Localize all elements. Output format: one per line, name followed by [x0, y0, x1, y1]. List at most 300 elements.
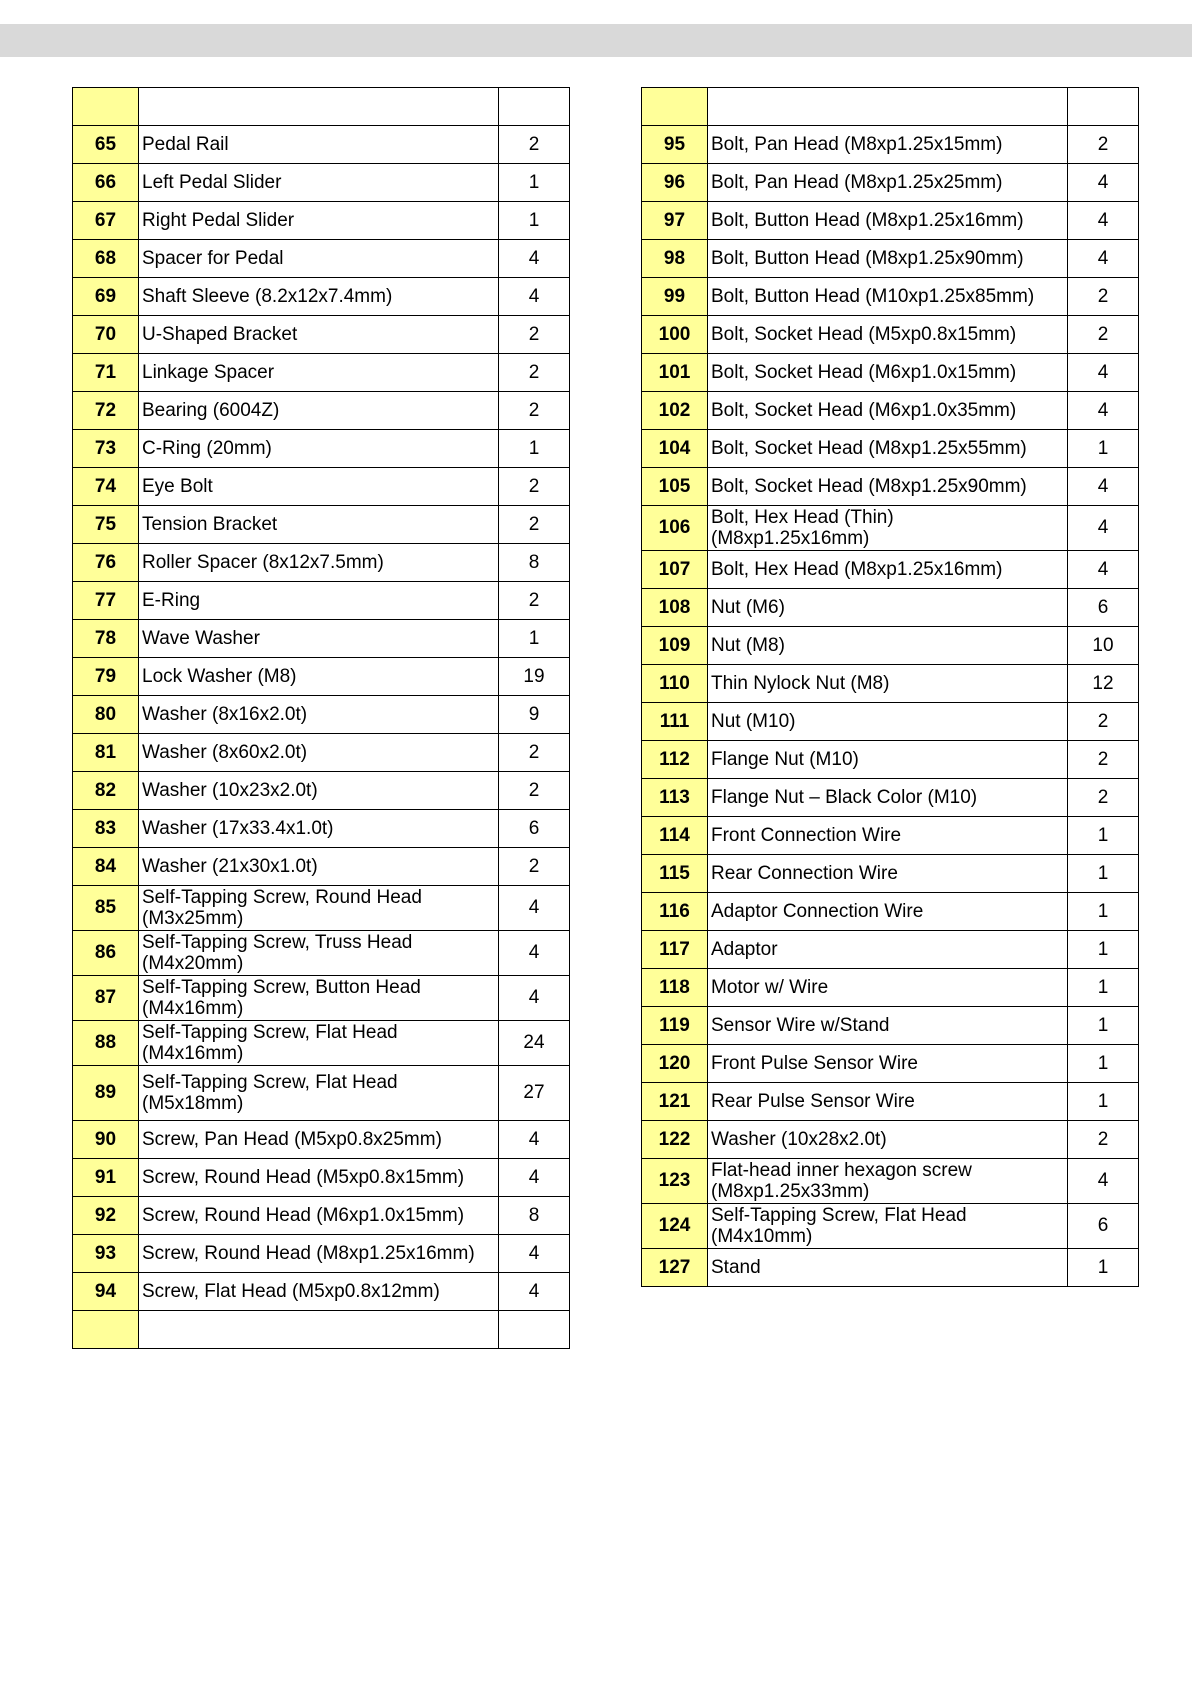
part-quantity: 1: [1068, 969, 1139, 1007]
part-description: [139, 468, 499, 506]
part-description: [708, 316, 1068, 354]
table-row: [73, 1159, 570, 1197]
parts-table-right: [641, 87, 1139, 1287]
part-description-line1: Front Connection Wire: [711, 825, 902, 846]
part-description: [139, 1066, 499, 1121]
table-row: [642, 665, 1139, 703]
part-description-line1: U-Shaped Bracket: [142, 324, 298, 345]
part-quantity: 4: [499, 1235, 570, 1273]
part-description: [708, 126, 1068, 164]
part-description: [708, 392, 1068, 430]
part-description-line1: Left Pedal Slider: [142, 172, 282, 193]
part-description: [708, 779, 1068, 817]
part-description: [708, 164, 1068, 202]
part-description: [708, 893, 1068, 931]
part-description: [708, 1159, 1068, 1204]
part-description-line1: Bolt, Button Head (M8xp1.25x90mm): [711, 248, 1024, 269]
part-description-line1: Bolt, Socket Head (M8xp1.25x90mm): [711, 476, 1027, 497]
part-description: [139, 810, 499, 848]
part-number: 113: [642, 779, 708, 817]
part-quantity: 4: [1068, 506, 1139, 551]
part-number: 106: [642, 506, 708, 551]
table-row: [73, 696, 570, 734]
part-number: 116: [642, 893, 708, 931]
part-quantity: 2: [499, 126, 570, 164]
part-description-line1: Right Pedal Slider: [142, 210, 295, 231]
part-description: [139, 734, 499, 772]
table-row: [73, 734, 570, 772]
part-description: [139, 1159, 499, 1197]
part-number: 90: [73, 1121, 139, 1159]
table-row: [73, 278, 570, 316]
part-number: 117: [642, 931, 708, 969]
part-description-line1: Adaptor Connection Wire: [711, 901, 924, 922]
table-row: [642, 1121, 1139, 1159]
part-number: 95: [642, 126, 708, 164]
part-number: 71: [73, 354, 139, 392]
table-row: [73, 1021, 570, 1066]
part-description: [708, 703, 1068, 741]
part-description-line1: Adaptor: [711, 939, 778, 960]
table-row: [642, 506, 1139, 551]
table-row: [642, 893, 1139, 931]
part-quantity: 24: [499, 1021, 570, 1066]
part-number: 86: [73, 931, 139, 976]
part-number: 78: [73, 620, 139, 658]
table-row: [73, 1273, 570, 1311]
part-number: 99: [642, 278, 708, 316]
part-description: [139, 354, 499, 392]
part-number: 115: [642, 855, 708, 893]
table-row: [642, 354, 1139, 392]
part-quantity: 6: [1068, 589, 1139, 627]
part-number: 73: [73, 430, 139, 468]
part-quantity: 2: [499, 468, 570, 506]
part-description-line1: Screw, Round Head (M6xp1.0x15mm): [142, 1205, 465, 1226]
part-description: [708, 627, 1068, 665]
table-row: [73, 544, 570, 582]
table-row: [73, 848, 570, 886]
part-description-line1: Self-Tapping Screw, Round Head: [142, 887, 422, 908]
part-number: 77: [73, 582, 139, 620]
part-quantity: 1: [1068, 893, 1139, 931]
part-description-line1: Nut (M10): [711, 711, 796, 732]
part-number: 87: [73, 976, 139, 1021]
part-description-line1: Bolt, Pan Head (M8xp1.25x25mm): [711, 172, 1003, 193]
part-quantity: 1: [1068, 430, 1139, 468]
table-row: [642, 240, 1139, 278]
part-quantity: 4: [1068, 468, 1139, 506]
table-row: [73, 430, 570, 468]
part-number: 118: [642, 969, 708, 1007]
part-description-line1: Rear Pulse Sensor Wire: [711, 1091, 915, 1112]
part-quantity: [499, 1311, 570, 1349]
table-row: [642, 316, 1139, 354]
part-number: 91: [73, 1159, 139, 1197]
part-description-line1: Front Pulse Sensor Wire: [711, 1053, 918, 1074]
part-description-line1: Washer (10x28x2.0t): [711, 1129, 887, 1150]
parts-table-left: [72, 87, 570, 1349]
part-description-line2: (M4x20mm): [142, 953, 244, 974]
part-number: 123: [642, 1159, 708, 1204]
parts-table-left-body: [73, 88, 570, 1349]
part-description-line1: Washer (8x16x2.0t): [142, 704, 308, 725]
table-row: [642, 589, 1139, 627]
part-description-line1: Bolt, Pan Head (M8xp1.25x15mm): [711, 134, 1003, 155]
table-row: [73, 772, 570, 810]
part-description: [139, 240, 499, 278]
part-description: [139, 582, 499, 620]
part-number: 74: [73, 468, 139, 506]
part-quantity: 8: [499, 544, 570, 582]
part-number: 112: [642, 741, 708, 779]
table-row: [642, 202, 1139, 240]
table-row: [642, 627, 1139, 665]
part-number: 84: [73, 848, 139, 886]
part-description: [708, 1045, 1068, 1083]
part-description: [708, 817, 1068, 855]
table-row: [642, 1204, 1139, 1249]
part-quantity: 4: [499, 1273, 570, 1311]
part-quantity: 12: [1068, 665, 1139, 703]
part-description: [139, 126, 499, 164]
part-quantity: 2: [499, 506, 570, 544]
part-description-line1: Screw, Round Head (M5xp0.8x15mm): [142, 1167, 465, 1188]
part-quantity: 1: [499, 202, 570, 240]
part-description: [708, 589, 1068, 627]
part-quantity: 2: [499, 392, 570, 430]
part-description-line1: Roller Spacer (8x12x7.5mm): [142, 552, 384, 573]
part-description: [708, 1204, 1068, 1249]
table-row: [642, 468, 1139, 506]
part-description: [708, 741, 1068, 779]
part-description-line1: Self-Tapping Screw, Flat Head: [142, 1022, 398, 1043]
table-row: [73, 468, 570, 506]
part-description-line1: Spacer for Pedal: [142, 248, 284, 269]
table-row: [642, 551, 1139, 589]
part-quantity: 4: [499, 976, 570, 1021]
part-description-line1: Thin Nylock Nut (M8): [711, 673, 890, 694]
part-number: 69: [73, 278, 139, 316]
part-description: [139, 976, 499, 1021]
part-number: 101: [642, 354, 708, 392]
part-quantity: 4: [1068, 240, 1139, 278]
part-quantity: 4: [1068, 392, 1139, 430]
part-description: [708, 278, 1068, 316]
part-number: 102: [642, 392, 708, 430]
table-row: [642, 88, 1139, 126]
part-number: 100: [642, 316, 708, 354]
part-description-line1: Washer (21x30x1.0t): [142, 856, 318, 877]
table-row: [73, 202, 570, 240]
part-quantity: 2: [1068, 278, 1139, 316]
part-quantity: 8: [499, 1197, 570, 1235]
part-description: [139, 620, 499, 658]
table-row: [73, 164, 570, 202]
part-description-line1: Self-Tapping Screw, Flat Head: [711, 1205, 967, 1226]
part-description-line1: Linkage Spacer: [142, 362, 275, 383]
part-number: 98: [642, 240, 708, 278]
part-number: 82: [73, 772, 139, 810]
part-number: [642, 88, 708, 126]
table-row: [642, 278, 1139, 316]
part-number: 104: [642, 430, 708, 468]
table-row: [642, 1083, 1139, 1121]
part-description-line1: Bearing (6004Z): [142, 400, 280, 421]
part-quantity: 19: [499, 658, 570, 696]
part-number: 114: [642, 817, 708, 855]
part-number: 67: [73, 202, 139, 240]
part-description-line1: Tension Bracket: [142, 514, 278, 535]
part-number: 97: [642, 202, 708, 240]
table-row: [642, 1007, 1139, 1045]
part-quantity: 2: [1068, 126, 1139, 164]
part-description: [139, 544, 499, 582]
part-description-line1: E-Ring: [142, 590, 201, 611]
table-row: [73, 658, 570, 696]
part-description: [708, 506, 1068, 551]
table-row: [642, 969, 1139, 1007]
table-row: [73, 126, 570, 164]
part-quantity: [499, 88, 570, 126]
part-description: [139, 392, 499, 430]
part-quantity: 2: [1068, 779, 1139, 817]
part-quantity: 1: [1068, 1007, 1139, 1045]
part-quantity: 1: [1068, 1045, 1139, 1083]
part-description-line2: (M4x16mm): [142, 1043, 244, 1064]
table-row: [73, 88, 570, 126]
part-number: 121: [642, 1083, 708, 1121]
table-row: [642, 779, 1139, 817]
part-description-line2: (M5x18mm): [142, 1093, 244, 1114]
part-description-line1: Flat-head inner hexagon screw: [711, 1160, 972, 1181]
part-quantity: [1068, 88, 1139, 126]
part-quantity: 1: [1068, 931, 1139, 969]
part-quantity: 1: [1068, 1249, 1139, 1287]
part-number: 96: [642, 164, 708, 202]
part-description: [708, 430, 1068, 468]
part-description-line1: C-Ring (20mm): [142, 438, 272, 459]
table-row: [73, 392, 570, 430]
part-quantity: 2: [499, 316, 570, 354]
part-description-line1: Sensor Wire w/Stand: [711, 1015, 890, 1036]
table-row: [642, 392, 1139, 430]
part-description-line1: Screw, Flat Head (M5xp0.8x12mm): [142, 1281, 440, 1302]
part-description-line1: Screw, Round Head (M8xp1.25x16mm): [142, 1243, 475, 1264]
part-description: [139, 506, 499, 544]
part-description: [139, 1121, 499, 1159]
part-number: 75: [73, 506, 139, 544]
part-description-line1: Bolt, Socket Head (M6xp1.0x15mm): [711, 362, 1017, 383]
part-quantity: 2: [1068, 741, 1139, 779]
part-description-line1: Self-Tapping Screw, Truss Head: [142, 932, 413, 953]
part-description-line2: (M3x25mm): [142, 908, 244, 929]
part-description: [139, 88, 499, 126]
table-row: [73, 886, 570, 931]
part-number: 111: [642, 703, 708, 741]
table-row: [73, 354, 570, 392]
part-description-line1: Bolt, Socket Head (M5xp0.8x15mm): [711, 324, 1017, 345]
table-row: [642, 741, 1139, 779]
part-description: [708, 1007, 1068, 1045]
table-row: [73, 316, 570, 354]
part-description: [139, 1235, 499, 1273]
table-row: [642, 931, 1139, 969]
part-quantity: 4: [1068, 164, 1139, 202]
part-description: [708, 665, 1068, 703]
part-description-line1: Shaft Sleeve (8.2x12x7.4mm): [142, 286, 393, 307]
part-number: [73, 88, 139, 126]
part-description: [708, 202, 1068, 240]
part-number: 89: [73, 1066, 139, 1121]
table-row: [73, 810, 570, 848]
part-description-line1: Bolt, Hex Head (M8xp1.25x16mm): [711, 559, 1003, 580]
part-quantity: 1: [1068, 1083, 1139, 1121]
table-row: [73, 1066, 570, 1121]
part-description: [139, 164, 499, 202]
table-row: [642, 164, 1139, 202]
table-row: [73, 1197, 570, 1235]
part-quantity: 4: [499, 931, 570, 976]
part-number: 70: [73, 316, 139, 354]
table-row: [642, 855, 1139, 893]
part-number: 68: [73, 240, 139, 278]
table-row: [73, 976, 570, 1021]
part-number: 65: [73, 126, 139, 164]
part-quantity: 6: [499, 810, 570, 848]
part-number: 119: [642, 1007, 708, 1045]
part-quantity: 1: [1068, 817, 1139, 855]
part-number: 92: [73, 1197, 139, 1235]
part-quantity: 4: [499, 1159, 570, 1197]
table-row: [73, 582, 570, 620]
part-description: [708, 855, 1068, 893]
part-number: 81: [73, 734, 139, 772]
part-description-line1: Wave Washer: [142, 628, 260, 649]
part-description-line1: Stand: [711, 1257, 761, 1278]
part-quantity: 10: [1068, 627, 1139, 665]
part-description-line1: Screw, Pan Head (M5xp0.8x25mm): [142, 1129, 442, 1150]
part-description: [708, 551, 1068, 589]
part-description-line1: Motor w/ Wire: [711, 977, 829, 998]
part-description: [708, 354, 1068, 392]
table-row: [642, 703, 1139, 741]
part-quantity: 1: [499, 164, 570, 202]
part-quantity: 27: [499, 1066, 570, 1121]
part-quantity: 9: [499, 696, 570, 734]
header-bar: [0, 24, 1192, 57]
part-number: 127: [642, 1249, 708, 1287]
part-quantity: 6: [1068, 1204, 1139, 1249]
part-quantity: 2: [499, 772, 570, 810]
part-quantity: 4: [1068, 1159, 1139, 1204]
table-row: [73, 1235, 570, 1273]
part-description: [139, 696, 499, 734]
part-quantity: 2: [499, 848, 570, 886]
part-description: [139, 772, 499, 810]
table-row: [73, 506, 570, 544]
part-quantity: 2: [499, 582, 570, 620]
part-description-line1: Nut (M8): [711, 635, 785, 656]
table-row: [642, 1159, 1139, 1204]
table-row: [73, 931, 570, 976]
part-quantity: 4: [499, 1121, 570, 1159]
part-quantity: 4: [1068, 354, 1139, 392]
part-description-line1: Washer (10x23x2.0t): [142, 780, 318, 801]
part-description: [708, 931, 1068, 969]
part-description-line1: Bolt, Hex Head (Thin): [711, 507, 894, 528]
part-description-line1: Self-Tapping Screw, Button Head: [142, 977, 421, 998]
table-row: [73, 620, 570, 658]
part-number: 93: [73, 1235, 139, 1273]
part-number: 85: [73, 886, 139, 931]
part-number: 122: [642, 1121, 708, 1159]
part-number: 88: [73, 1021, 139, 1066]
part-description-line1: Rear Connection Wire: [711, 863, 898, 884]
part-number: 107: [642, 551, 708, 589]
part-description: [708, 1083, 1068, 1121]
part-description: [139, 931, 499, 976]
part-quantity: 2: [1068, 1121, 1139, 1159]
part-description-line1: Washer (8x60x2.0t): [142, 742, 308, 763]
part-number: 120: [642, 1045, 708, 1083]
part-description: [139, 1197, 499, 1235]
part-description: [139, 1021, 499, 1066]
part-description: [139, 1311, 499, 1349]
part-quantity: 2: [499, 354, 570, 392]
part-description: [708, 1121, 1068, 1159]
part-quantity: 1: [499, 620, 570, 658]
part-description-line1: Flange Nut (M10): [711, 749, 859, 770]
part-description: [139, 316, 499, 354]
table-row: [642, 1249, 1139, 1287]
part-description: [708, 240, 1068, 278]
part-number: 80: [73, 696, 139, 734]
part-description: [139, 202, 499, 240]
part-description: [708, 88, 1068, 126]
part-description-line1: Bolt, Button Head (M8xp1.25x16mm): [711, 210, 1024, 231]
part-quantity: 2: [1068, 703, 1139, 741]
table-row: [642, 1045, 1139, 1083]
part-description-line2: (M8xp1.25x16mm): [711, 528, 870, 549]
part-number: 124: [642, 1204, 708, 1249]
part-quantity: 4: [1068, 202, 1139, 240]
table-row: [73, 1311, 570, 1349]
part-quantity: 4: [499, 886, 570, 931]
part-description-line1: Pedal Rail: [142, 134, 229, 155]
part-number: 109: [642, 627, 708, 665]
part-number: [73, 1311, 139, 1349]
part-number: 79: [73, 658, 139, 696]
table-row: [73, 1121, 570, 1159]
part-number: 94: [73, 1273, 139, 1311]
table-row: [642, 817, 1139, 855]
part-quantity: 1: [499, 430, 570, 468]
part-description-line2: (M4x10mm): [711, 1226, 813, 1247]
part-quantity: 2: [1068, 316, 1139, 354]
part-quantity: 4: [499, 278, 570, 316]
part-number: 108: [642, 589, 708, 627]
part-number: 66: [73, 164, 139, 202]
part-description-line1: Bolt, Socket Head (M8xp1.25x55mm): [711, 438, 1027, 459]
table-row: [642, 126, 1139, 164]
part-description-line1: Nut (M6): [711, 597, 785, 618]
part-quantity: 2: [499, 734, 570, 772]
part-description-line2: (M4x16mm): [142, 998, 244, 1019]
parts-table-right-body: [642, 88, 1139, 1287]
part-quantity: 4: [1068, 551, 1139, 589]
part-description: [708, 969, 1068, 1007]
